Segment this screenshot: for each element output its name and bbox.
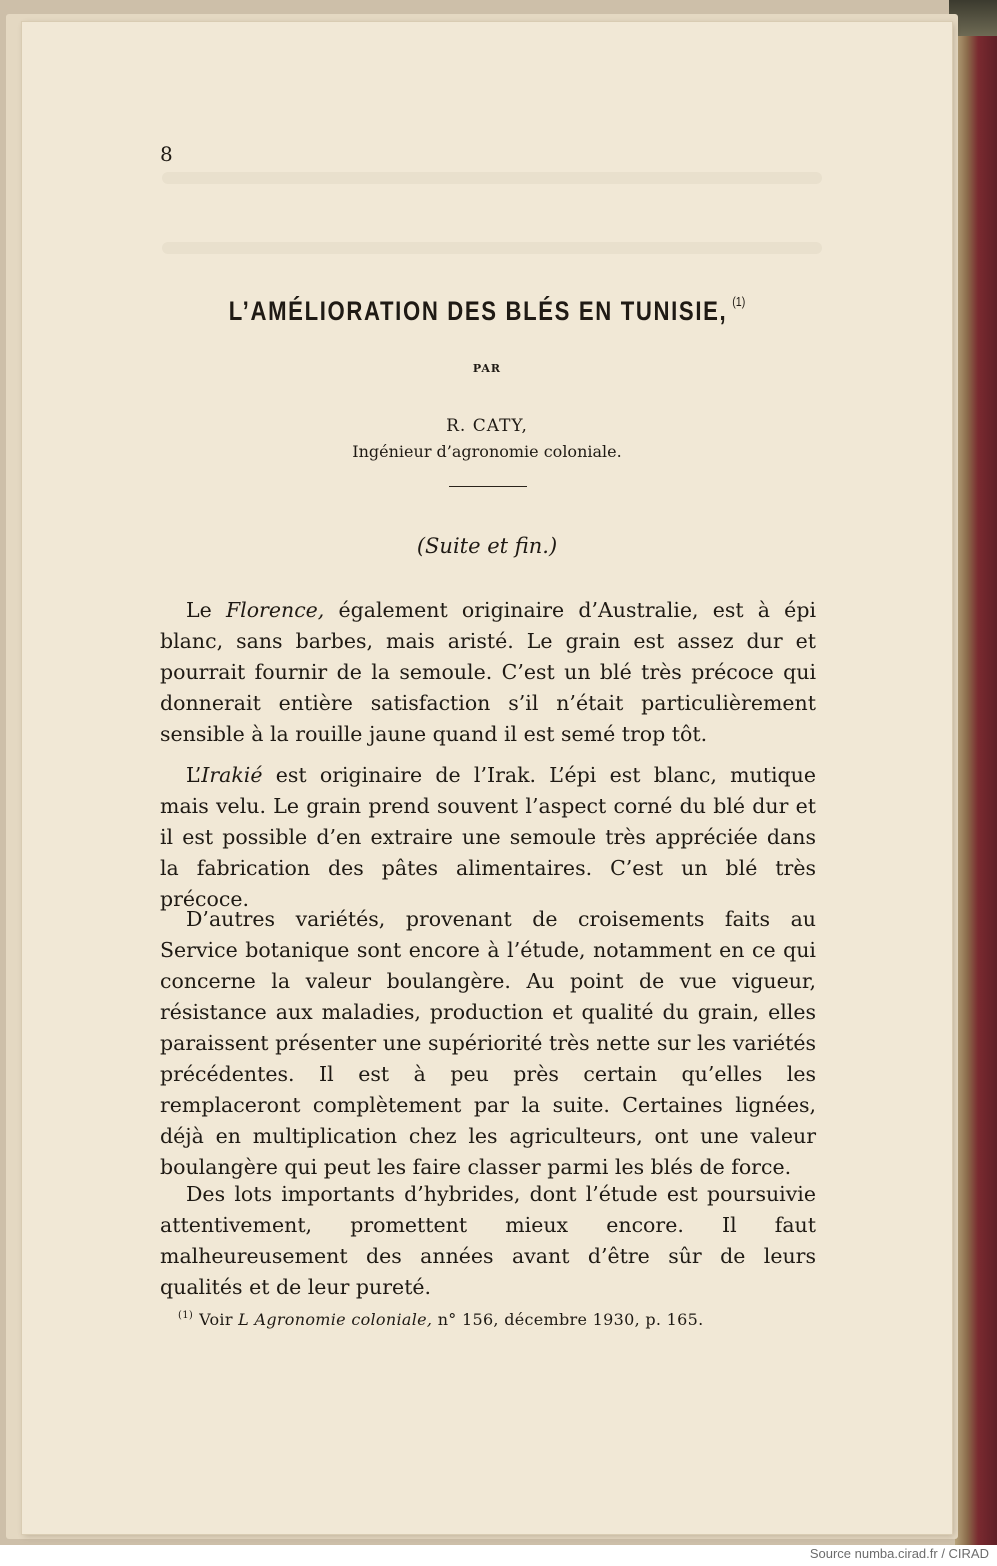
show-through-mark	[162, 242, 822, 254]
body-paragraph: Des lots importants d’hybrides, dont l’étude est poursuivie attentivement, promettent mieux encore. Il faut malheureusement des années avant d’être sûr de leurs qualités et de leur pureté.	[160, 1182, 816, 1299]
body-paragraph	[160, 760, 816, 915]
footnote-mark: (1)	[178, 1310, 194, 1321]
paragraph-text: est originaire de l’Irak. L’épi est blanc, mutique mais velu. Le grain prend souvent l’aspect corné du blé dur et il est possible d’en extraire une semoule très appréciée dans la fabrication des pâtes alimentaires. C’est un blé très précoce.	[160, 763, 816, 911]
continuation-note: (Suite et fin.)	[416, 534, 558, 558]
footnote-text: Voir	[199, 1310, 239, 1329]
variety-name: Florence,	[225, 598, 325, 622]
page-number: 8	[160, 142, 173, 166]
footnote-publication: L Agronomie coloniale,	[238, 1310, 433, 1329]
author-name: R. CATY,	[446, 416, 528, 436]
author-affiliation: Ingénieur d’agronomie coloniale.	[352, 442, 622, 461]
title-footnote-mark: (1)	[732, 294, 746, 309]
source-credit: Source numba.cirad.fr / CIRAD	[809, 1546, 989, 1561]
variety-name: Irakié	[201, 763, 263, 787]
paragraph-text: L’	[186, 763, 202, 787]
book-binding	[955, 0, 997, 1545]
show-through-mark	[162, 172, 822, 184]
footnote-text: n° 156, décembre 1930, p. 165.	[432, 1310, 704, 1329]
article-title-text: L’AMÉLIORATION DES BLÉS EN TUNISIE,	[228, 296, 728, 326]
separator-rule	[449, 486, 527, 487]
paragraph-text: Le	[186, 598, 226, 622]
by-line: PAR	[472, 362, 502, 375]
paragraph-text: également originaire d’Australie, est à épi blanc, sans barbes, mais aristé. Le grain est assez dur et pourrait fournir de la semoule. C’est un blé très précoce qui donnerait entière satisfaction s’il n’était particulièrement sensible à la rouille jaune quand il est semé trop tôt.	[160, 598, 816, 746]
document-page	[22, 22, 952, 1534]
body-paragraph: D’autres variétés, provenant de croisements faits au Service botanique sont encore à l’étude, notamment en ce qui concerne la valeur boulangère. Au point de vue vigueur, résistance aux maladies, production et qualité du grain, elles paraissent présenter une supériorité très nette sur les variétés précédentes. Il est à peu près certain qu’elles les remplaceront complètement par la suite. Certaines lignées, déjà en multiplication chez les agriculteurs, ont une valeur boulangère qui peut les faire classer parmi les blés de force.	[160, 907, 816, 1179]
footnote	[178, 1310, 704, 1329]
article-title	[106, 294, 869, 327]
body-paragraph	[160, 595, 816, 750]
